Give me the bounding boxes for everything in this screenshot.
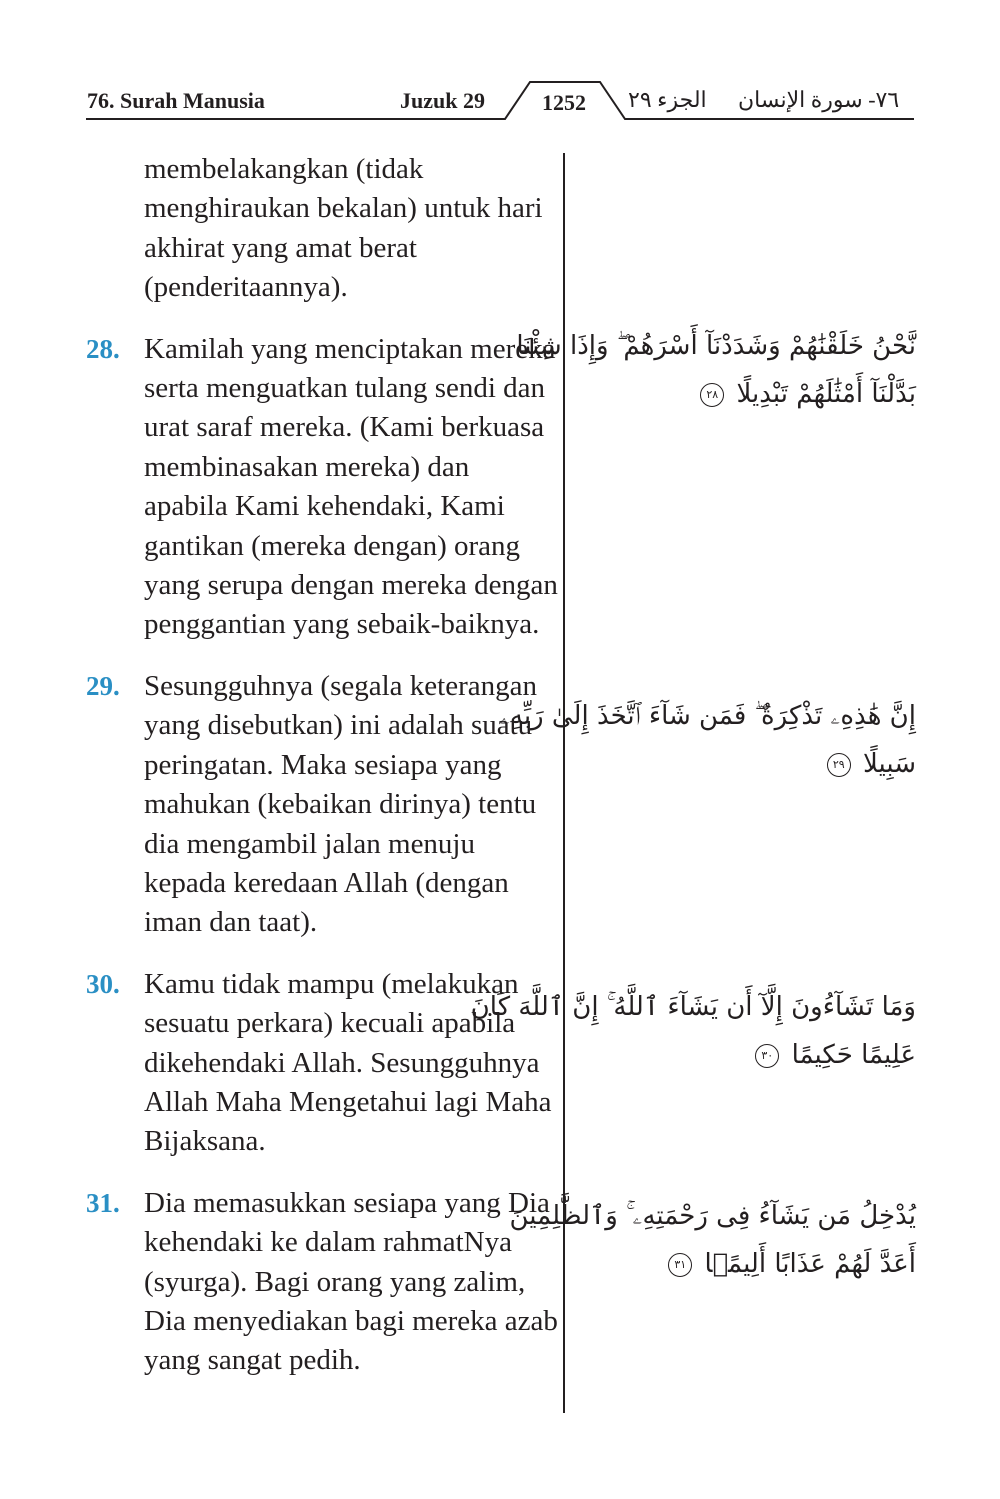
arabic-line: نَّحْنُ خَلَقْنَٰهُمْ وَشَدَدْنَآ أَسْرَهُمْ ۖ وَإِذَا شِئْنَا xyxy=(516,331,916,361)
verse-31-translation xyxy=(86,1184,558,1381)
verse-31-arabic xyxy=(509,1192,916,1288)
juz-label-arabic: الجزء ٢٩ xyxy=(628,87,707,112)
verse-text: Dia memasukkan sesiapa yang Dia kehendaki ke dalam rahmatNya (syurga). Bagi orang yang zalim, Dia menyediakan bagi mereka azab yang sangat pedih. xyxy=(144,1186,558,1377)
ayah-end-marker-icon: ٢٩ xyxy=(827,753,851,777)
verse-text: Sesungguhnya (segala keterangan yang disebutkan) ini adalah suatu peringatan. Maka sesiapa yang mahukan (kebaikan dirinya) tentu dia mengambil jalan menuju kepada keredaan Allah (dengan iman dan taat). xyxy=(144,669,537,939)
verse-number: 29. xyxy=(86,670,120,701)
juzuk-label: Juzuk 29 xyxy=(400,88,485,113)
header-rule xyxy=(0,0,1000,140)
arabic-line-text: سَبِيلًا xyxy=(863,749,916,779)
verse-28-arabic xyxy=(516,322,916,418)
verse-text: Kamu tidak mampu (melakukan sesuatu perkara) kecuali apabila dikehendaki Allah. Sesungguhnya Allah Maha Mengetahui lagi Maha Bijaksana. xyxy=(144,967,552,1158)
page-header xyxy=(0,0,1000,140)
arabic-line: إِنَّ هَٰذِهِۦ تَذْكِرَةٌ ۖ فَمَن شَآءَ ٱتَّخَذَ إِلَىٰ رَبِّهِۦ xyxy=(500,701,916,731)
arabic-line-text: أَعَدَّ لَهُمْ عَذَابًا أَلِيمًۢا xyxy=(704,1249,916,1279)
continuation-paragraph xyxy=(86,150,558,308)
verse-29-translation xyxy=(86,667,558,943)
arabic-line: يُدْخِلُ مَن يَشَآءُ فِى رَحْمَتِهِۦ ۚ وَٱلظَّٰلِمِينَ xyxy=(509,1201,916,1231)
arabic-line: وَمَا تَشَآءُونَ إِلَّآ أَن يَشَآءَ ٱللَّهُ ۚ إِنَّ ٱللَّهَ كَانَ xyxy=(470,992,916,1022)
surah-title-latin: 76. Surah Manusia xyxy=(87,88,265,113)
ayah-end-marker-icon: ٣١ xyxy=(668,1253,692,1277)
verse-text: Kamilah yang menciptakan mereka serta menguatkan tulang sendi dan urat saraf mereka. (Kami berkuasa membinasakan mereka) dan apabila Kami kehendaki, Kami gantikan (mereka dengan) orang yang serupa dengan mereka dengan penggantian yang sebaik-baiknya. xyxy=(144,332,558,641)
surah-title-arabic: ٧٦- سورة الإنسان xyxy=(738,87,900,112)
arabic-line xyxy=(586,1031,916,1079)
arabic-line xyxy=(586,370,916,418)
verse-number: 31. xyxy=(86,1187,120,1218)
arabic-line-text: بَدَّلْنَآ أَمْثَٰلَهُمْ تَبْدِيلًا xyxy=(736,379,916,409)
ayah-end-marker-icon: ٢٨ xyxy=(700,383,724,407)
continuation-text: membelakangkan (tidak menghiraukan bekalan) untuk hari akhirat yang amat berat (penderitaannya). xyxy=(144,153,543,304)
translation-column xyxy=(86,150,558,1381)
verse-number: 28. xyxy=(86,333,120,364)
ayah-end-marker-icon: ٣٠ xyxy=(755,1044,779,1068)
verse-28-translation xyxy=(86,330,558,645)
verse-29-arabic xyxy=(500,692,916,788)
arabic-line xyxy=(586,1240,916,1288)
verse-30-arabic xyxy=(470,983,916,1079)
arabic-line xyxy=(586,740,916,788)
page-number: 1252 xyxy=(542,90,586,115)
verse-number: 30. xyxy=(86,968,120,999)
arabic-line-text: عَلِيمًا حَكِيمًا xyxy=(791,1040,916,1070)
